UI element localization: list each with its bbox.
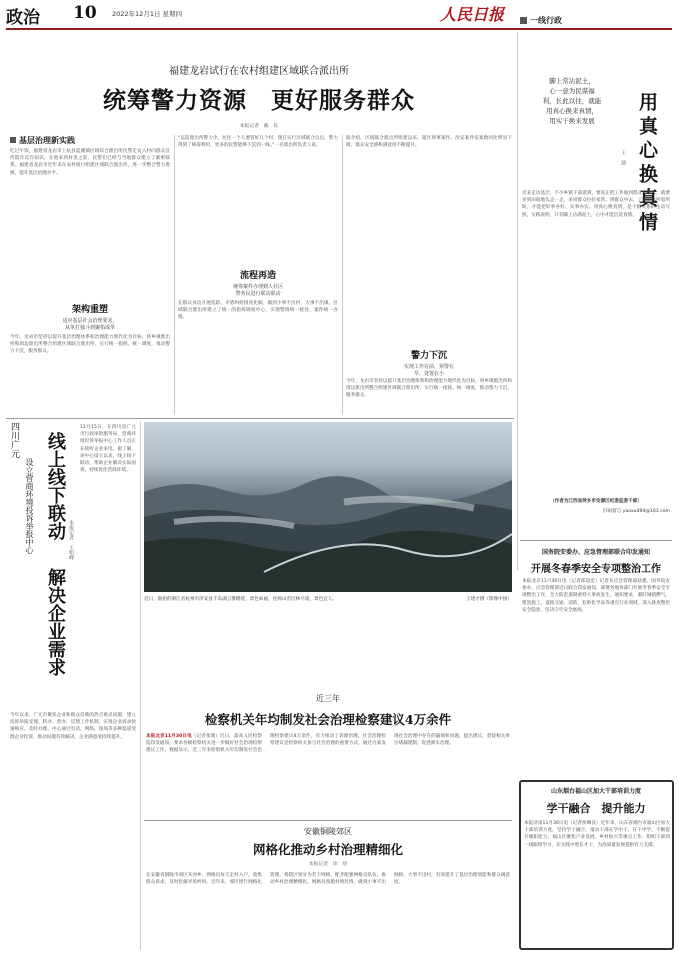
quote-line: 用真心换来真情， (546, 107, 598, 115)
opinion-author: 王 迪 (620, 150, 626, 165)
column-divider (140, 422, 141, 950)
anhui-headline: 网格化推动乡村治理精细化 (252, 842, 403, 857)
opinion-contact (522, 508, 670, 514)
emergency-body: 本报北京11月30日电（记者邱超奕）记者从应急管理部获悉，国务院安委办、应急管理部近日联合印发通知，部署各地各部门开展冬春季安全专项整治工作，全力防范遏制重特大事故发生。通知要求，紧盯城镇燃气、建筑施工、道路交通、消防、危险化学品等重点行业领域，深入排查整治安全隐患，坚决守牢安全底线。 (522, 579, 670, 613)
subhead-line-1: 适应基层社会治理要求， (62, 318, 118, 324)
subhead-line-2: 警务民进行联动联动 (235, 291, 281, 297)
column-header-icon (520, 17, 527, 24)
section-rule (144, 820, 512, 821)
subhead-line-1: 实现工作在前，预警在 (403, 364, 454, 370)
shandong-headline: 学干融合 提升能力 (546, 802, 646, 815)
opinion-vertical-title: 用真心换真情 (636, 92, 658, 236)
quote-line: 利，长此以往，就能 (542, 97, 602, 105)
column-divider (342, 135, 343, 415)
nps-text: （记者张璁）近日，最高人民检察院印发通知，要求各级检察机关进一步做好社会治理检察建议工作。数据显示，近三年来检察机关年均制发社会治理检察建议4万余件，有力推动了诉源治理。社会治理检察建议是检察机关参与社会治理的重要方式，通过办案发现社会治理中存在的漏洞和问题，提出建议，督促相关单位堵漏建制，促进源头治理。 (146, 734, 510, 754)
contact-label: 扫码留言 (602, 509, 622, 514)
section-rule (520, 540, 672, 541)
section-name: 政治 (6, 8, 40, 28)
emergency-kicker: 国务院安委办、应急管理部联合印发通知 (541, 549, 650, 556)
story-body: 11月15日，在四川省广元市行政审批服务局，营商环境投诉举报中心工作人员正在接听企业来电。据了解，该中心设立以来，线上线下联动，帮助企业解决实际困难，持续优化营商环境。 (80, 425, 136, 474)
story-place: 四川广元 (9, 422, 19, 458)
section-heading-icon (10, 137, 16, 143)
story-byline: 本报记者 王明峰 (68, 520, 74, 560)
lead-column-2-text: “以前派出所警力少，往往一个人要管好几个村，现在实行区域联合以后，警力得到了统筹利用，更多的民警能够下沉到一线。”一名派出所负责人说。 (178, 136, 338, 149)
newspaper-logo: 人民日报 (440, 5, 505, 24)
lead-column-1-text-b: 今年，龙岩市坚持以提升基层治理体系和治理能力现代化为目标，将乡镇派出所和周边派出所整合组建区域联合派出所，实行统一指挥、统一调度，推动警力下沉，服务群众。 (10, 335, 170, 355)
lead-headline: 统筹警力资源 更好服务群众 (103, 87, 415, 114)
right-column-quote (522, 76, 622, 126)
masthead (0, 0, 678, 28)
quote-line: 用实干换来发展 (549, 117, 595, 125)
news-photo (144, 422, 512, 592)
lead-column-1-text: 吃过午饭，福建省龙岩市上杭县蓝溪镇区域综合派出所民警走访入村向群众宣传防诈反诈知识，在他来到村里之前，民警们已经与当地群众建立了紧密联系。福建省龙岩市近年来在农村推行组建区域联合派出所，进一步整合警力资源，提升基层治理水平。 (10, 149, 170, 176)
story-headline-2: 解决企业需求 (45, 568, 66, 676)
photo-credit: 王建才摄（影像中国） (466, 597, 512, 602)
section-heading-text: 基层治理新实践 (19, 136, 75, 145)
shandong-kicker: 山东烟台福山区加大干部培训力度 (550, 788, 641, 795)
column-header (520, 10, 672, 25)
lead-column-2-text-b: 在群众身边开展巡防、矛盾纠纷排查化解，做到小事不出村、大事不出镇。区域联合派出所建立了统一的指挥调度中心，实现警情统一接处、案件统一办理。 (178, 301, 338, 321)
opinion-body: 近来走访基层，不少乡镇干部谈到，要真正把工作做到群众心坎上，就要多到田间地头走一走，多同群众拉拉家常。到群众中去，了解群众所思所盼，才能把好事办好、实事办实。用真心换真情，是干群关系的生动写照。实践表明，只有脚上沾满泥土，心中才能沉淀真情。 (522, 191, 670, 218)
subhead-title: 架构重塑 (71, 305, 108, 315)
photo-caption: 近日，航拍的浙江省杭州市淳安县千岛湖云雾缭绕，景色如画，连绵山峦层林尽染，景色宜人。 (144, 597, 337, 602)
nps-kicker: 近三年 (316, 694, 340, 703)
section-heading-basic-governance (10, 135, 170, 146)
subhead-title: 警力下沉 (410, 351, 447, 361)
emergency-headline: 开展冬春季安全专项整治工作 (531, 564, 661, 575)
deployment-subhead (346, 348, 512, 377)
lead-column-3-text: 据介绍，区域联合派出所组建以来，辖区刑事案件、治安案件发案数同比明显下降，群众安全感和满意度不断提升。 (346, 136, 512, 149)
subhead-line-1: 统筹案件办理到人社区 (232, 284, 283, 290)
quote-line: 脚上常沾泥土， (549, 77, 595, 85)
right-column-divider (517, 32, 518, 570)
column-header-label: 一线行政 (530, 16, 562, 25)
header-rule (6, 28, 672, 30)
lead-column-3-text-b: 今年，龙岩市坚持以提升基层治理体系和治理能力现代化为目标，将乡镇派出所和周边派出所整合组建区域联合派出所，实行统一指挥、统一调度，推动警力下沉，服务群众。 (346, 379, 512, 399)
architecture-subhead (10, 302, 170, 331)
contact-email[interactable]: yaoxu494@163.com (622, 509, 670, 514)
photo-landscape (144, 422, 512, 592)
column-divider (174, 135, 175, 415)
anhui-body: 在安徽省铜陵市郊区灰河乡，网格员每天走村入户，收集群众诉求，及时化解矛盾纠纷。近年来，郊区推行网格化管理，将辖区划分为若干网格，配齐配强网格员队伍，推动乡村治理精细化。网格员熟悉村情民情，做到小事不出网格、大事不出村，有效提升了基层治理效能和群众满意度。 (146, 873, 510, 886)
nps-headline: 检察机关年均制发社会治理检察建议4万余件 (204, 712, 452, 727)
dateline: 本报北京11月30日电 (146, 734, 192, 739)
issue-date: 2022年12月1日 星期四 (112, 10, 183, 18)
subhead-title: 流程再造 (239, 271, 276, 281)
lead-byline: 本报记者 戴 钰 (239, 124, 279, 129)
quote-line: 心一意为民谋福 (549, 87, 595, 95)
nps-body (146, 733, 510, 817)
story-headline-1: 线上线下联动 (45, 432, 66, 540)
section-rule (6, 418, 514, 419)
anhui-kicker: 安徽铜陵郊区 (304, 827, 352, 836)
lead-kicker: 福建龙岩试行在农村组建区域联合派出所 (169, 66, 349, 77)
subhead-line-2: 从单打独斗到聚指成拳 (64, 325, 115, 331)
story-body-2: 今年以来，广元市聚焦企业和群众反映的热点难点问题，建立投诉举报受理、转办、督办、反馈工作机制，实现企业诉求快速响应、及时办理。中心通过电话、网络、现场等多种渠道受理企业投诉，推动问题有效解决，企业满意度持续提升。 (10, 713, 136, 740)
subhead-line-2: 早，处置在小 (413, 371, 444, 377)
process-subhead (178, 268, 338, 297)
anhui-byline: 本报记者 徐 靖 (308, 862, 348, 867)
shandong-body: 本报济南11月30日电（记者侯琳良）近年来，山东省烟台市福山区加大干部培训力度，坚持学干融合，推动干部在学中干、在干中学，不断提升履职能力。福山区聚焦产业发展、乡村振兴等重点工作，组织干部到一线跟班学习，在实践中增长才干，为高质量发展提供有力支撑。 (524, 821, 670, 848)
opinion-author-note: （作者为江西省萍乡市安源区纪委监委干部） (550, 499, 642, 504)
page-number: 10 (73, 3, 97, 23)
story-subtitle: 设立营商环境投诉举报中心 (25, 458, 34, 554)
